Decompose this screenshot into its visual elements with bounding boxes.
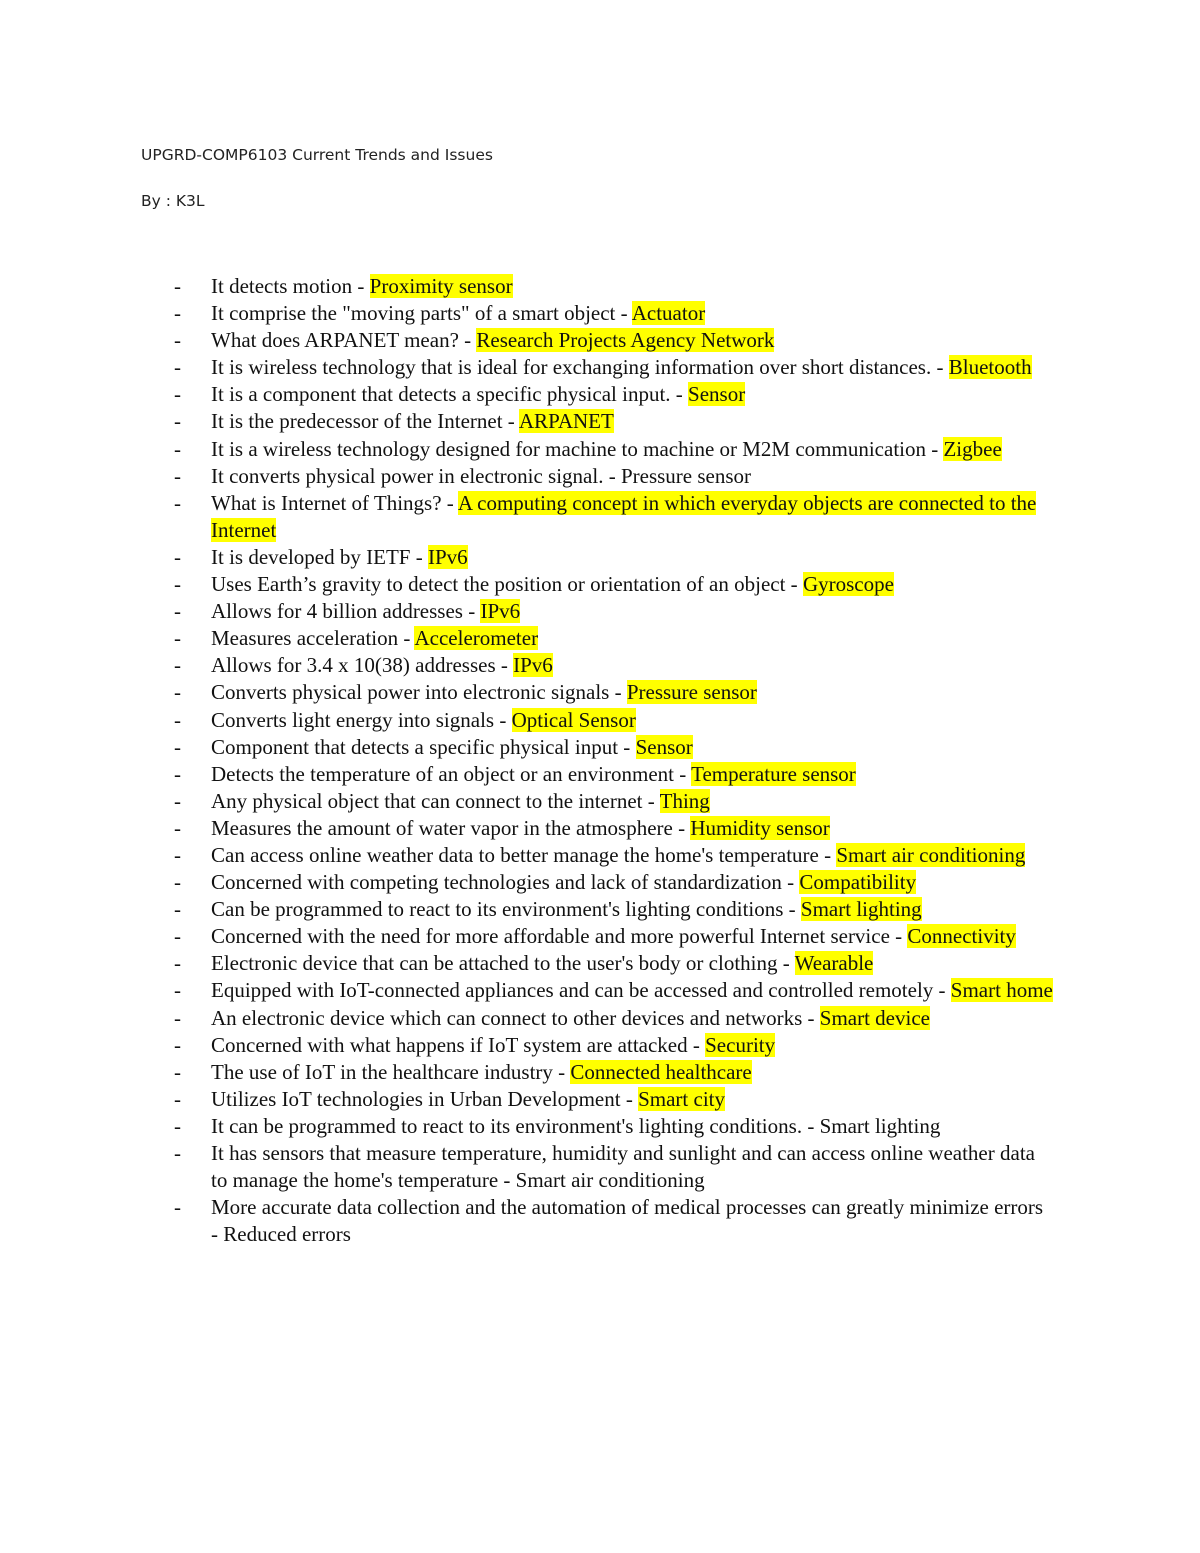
highlighted-answer: Gyroscope	[802, 572, 894, 597]
highlighted-answer: Security	[705, 1032, 776, 1057]
question-text: Component that detects a specific physical input -	[211, 734, 636, 759]
highlighted-answer: Accelerometer	[414, 626, 539, 651]
list-bullet: -	[174, 382, 181, 407]
list-bullet: -	[174, 951, 181, 976]
answer-text: Pressure sensor	[620, 463, 752, 488]
list-item	[174, 977, 1054, 1004]
question-text: Concerned with what happens if IoT system are attacked -	[211, 1032, 706, 1057]
list-item	[174, 950, 1054, 977]
question-text: Measures acceleration -	[211, 626, 415, 651]
question-text: It is the predecessor of the Internet -	[211, 409, 519, 434]
question-text: It is wireless technology that is ideal for exchanging information over short distances. -	[211, 355, 949, 380]
question-text: Measures the amount of water vapor in the atmosphere -	[211, 815, 691, 840]
list-bullet: -	[174, 490, 181, 515]
list-bullet: -	[174, 1113, 181, 1138]
question-text: It is a wireless technology designed for machine to machine or M2M communication -	[211, 436, 944, 461]
highlighted-answer: Smart home	[950, 978, 1053, 1003]
question-text: Detects the temperature of an object or an environment -	[211, 761, 692, 786]
highlighted-answer: A computing concept in which everyday objects are connected to the Internet	[211, 490, 1037, 542]
question-answer-list	[174, 273, 1054, 1248]
list-bullet: -	[174, 788, 181, 813]
question-text: It can be programmed to react to its environment's lighting conditions. -	[211, 1113, 820, 1138]
question-text: The use of IoT in the healthcare industry -	[211, 1059, 571, 1084]
list-item	[174, 896, 1054, 923]
question-text: Allows for 4 billion addresses -	[211, 599, 481, 624]
question-text: Can be programmed to react to its environment's lighting conditions -	[211, 897, 801, 922]
question-text: Concerned with the need for more affordable and more powerful Internet service -	[211, 924, 908, 949]
list-item	[174, 815, 1054, 842]
list-bullet: -	[174, 1005, 181, 1030]
question-text: Allows for 3.4 x 10(38) addresses -	[211, 653, 514, 678]
highlighted-answer: Research Projects Agency Network	[476, 328, 775, 353]
question-text: Electronic device that can be attached to the user's body or clothing -	[211, 951, 795, 976]
document-author: By : K3L	[141, 192, 205, 210]
highlighted-answer: Sensor	[635, 734, 693, 759]
highlighted-answer: Smart air conditioning	[836, 842, 1026, 867]
list-bullet: -	[174, 680, 181, 705]
list-item	[174, 1113, 1054, 1140]
highlighted-answer: IPv6	[427, 544, 468, 569]
answer-text: Reduced errors	[223, 1222, 351, 1247]
highlighted-answer: ARPANET	[518, 409, 614, 434]
list-bullet: -	[174, 653, 181, 678]
question-text: Any physical object that can connect to the internet -	[211, 788, 660, 813]
list-bullet: -	[174, 815, 181, 840]
list-bullet: -	[174, 1086, 181, 1111]
question-text: Converts physical power into electronic signals -	[211, 680, 627, 705]
question-text: Equipped with IoT-connected appliances and can be accessed and controlled remotely -	[211, 978, 951, 1003]
question-text: An electronic device which can connect to other devices and networks -	[211, 1005, 820, 1030]
list-bullet: -	[174, 301, 181, 326]
list-item	[174, 327, 1054, 354]
list-bullet: -	[174, 870, 181, 895]
highlighted-answer: Proximity sensor	[369, 274, 513, 298]
list-bullet: -	[174, 1032, 181, 1057]
question-text: Concerned with competing technologies and lack of standardization -	[211, 870, 800, 895]
list-item	[174, 1194, 1054, 1248]
highlighted-answer: Bluetooth	[948, 355, 1032, 380]
question-text: What is Internet of Things? -	[211, 490, 458, 515]
list-bullet: -	[174, 355, 181, 380]
highlighted-answer: Smart lighting	[800, 897, 922, 922]
list-item	[174, 734, 1054, 761]
highlighted-answer: Pressure sensor	[626, 680, 757, 705]
list-item	[174, 273, 1054, 300]
highlighted-answer: Temperature sensor	[691, 761, 856, 786]
list-bullet: -	[174, 978, 181, 1003]
list-item	[174, 300, 1054, 327]
question-text: It comprise the "moving parts" of a smart object -	[211, 301, 632, 326]
question-text: It is a component that detects a specific physical input. -	[211, 382, 689, 407]
question-text: More accurate data collection and the automation of medical processes can greatly minimize errors -	[211, 1195, 1044, 1247]
list-item	[174, 652, 1054, 679]
list-bullet: -	[174, 599, 181, 624]
list-item	[174, 598, 1054, 625]
highlighted-answer: Connected healthcare	[570, 1059, 752, 1084]
list-bullet: -	[174, 626, 181, 651]
list-bullet: -	[174, 572, 181, 597]
highlighted-answer: Humidity sensor	[690, 815, 830, 840]
list-bullet: -	[174, 1195, 181, 1220]
highlighted-answer: Smart city	[638, 1086, 725, 1111]
highlighted-answer: IPv6	[480, 599, 521, 624]
highlighted-answer: Thing	[659, 788, 710, 813]
list-item	[174, 923, 1054, 950]
highlighted-answer: Compatibility	[799, 870, 917, 895]
list-bullet: -	[174, 842, 181, 867]
highlighted-answer: IPv6	[513, 653, 553, 678]
list-item	[174, 408, 1054, 435]
list-bullet: -	[174, 544, 181, 569]
list-item	[174, 381, 1054, 408]
question-text: Utilizes IoT technologies in Urban Development -	[211, 1086, 639, 1111]
list-item	[174, 571, 1054, 598]
list-item	[174, 707, 1054, 734]
list-item	[174, 490, 1054, 544]
list-item	[174, 1140, 1054, 1194]
question-text: Uses Earth’s gravity to detect the position or orientation of an object -	[211, 572, 803, 597]
answer-text: Smart lighting	[819, 1113, 941, 1138]
question-text: Can access online weather data to better manage the home's temperature -	[211, 842, 837, 867]
list-bullet: -	[174, 409, 181, 434]
list-bullet: -	[174, 463, 181, 488]
question-text: It converts physical power in electronic signal. -	[211, 463, 621, 488]
list-bullet: -	[174, 436, 181, 461]
list-item	[174, 436, 1054, 463]
list-item	[174, 842, 1054, 869]
question-text: What does ARPANET mean? -	[211, 328, 477, 353]
list-item	[174, 354, 1054, 381]
list-item	[174, 1005, 1054, 1032]
list-bullet: -	[174, 924, 181, 949]
highlighted-answer: Smart device	[819, 1005, 930, 1030]
list-item	[174, 1059, 1054, 1086]
list-bullet: -	[174, 761, 181, 786]
list-item	[174, 869, 1054, 896]
highlighted-answer: Actuator	[631, 301, 706, 326]
list-bullet: -	[174, 1059, 181, 1084]
list-item	[174, 761, 1054, 788]
highlighted-answer: Wearable	[794, 951, 874, 976]
highlighted-answer: Connectivity	[907, 924, 1016, 949]
answer-text: Smart air conditioning	[515, 1168, 705, 1193]
highlighted-answer: Zigbee	[943, 436, 1002, 461]
list-item	[174, 463, 1054, 490]
list-item	[174, 788, 1054, 815]
list-bullet: -	[174, 707, 181, 732]
list-bullet: -	[174, 1141, 181, 1165]
highlighted-answer: Sensor	[688, 382, 746, 407]
list-item	[174, 1032, 1054, 1059]
question-text: Converts light energy into signals -	[211, 707, 512, 732]
list-bullet: -	[174, 274, 181, 298]
document-title: UPGRD-COMP6103 Current Trends and Issues	[141, 146, 493, 164]
question-text: It detects motion -	[211, 274, 370, 298]
question-text: It is developed by IETF -	[211, 544, 428, 569]
list-bullet: -	[174, 328, 181, 353]
list-item	[174, 544, 1054, 571]
list-item	[174, 1086, 1054, 1113]
highlighted-answer: Optical Sensor	[511, 707, 636, 732]
list-item	[174, 679, 1054, 706]
list-bullet: -	[174, 734, 181, 759]
list-bullet: -	[174, 897, 181, 922]
list-item	[174, 625, 1054, 652]
question-text: It has sensors that measure temperature, humidity and sunlight and can access online weather data to manage the home's temperature -	[211, 1141, 1035, 1193]
